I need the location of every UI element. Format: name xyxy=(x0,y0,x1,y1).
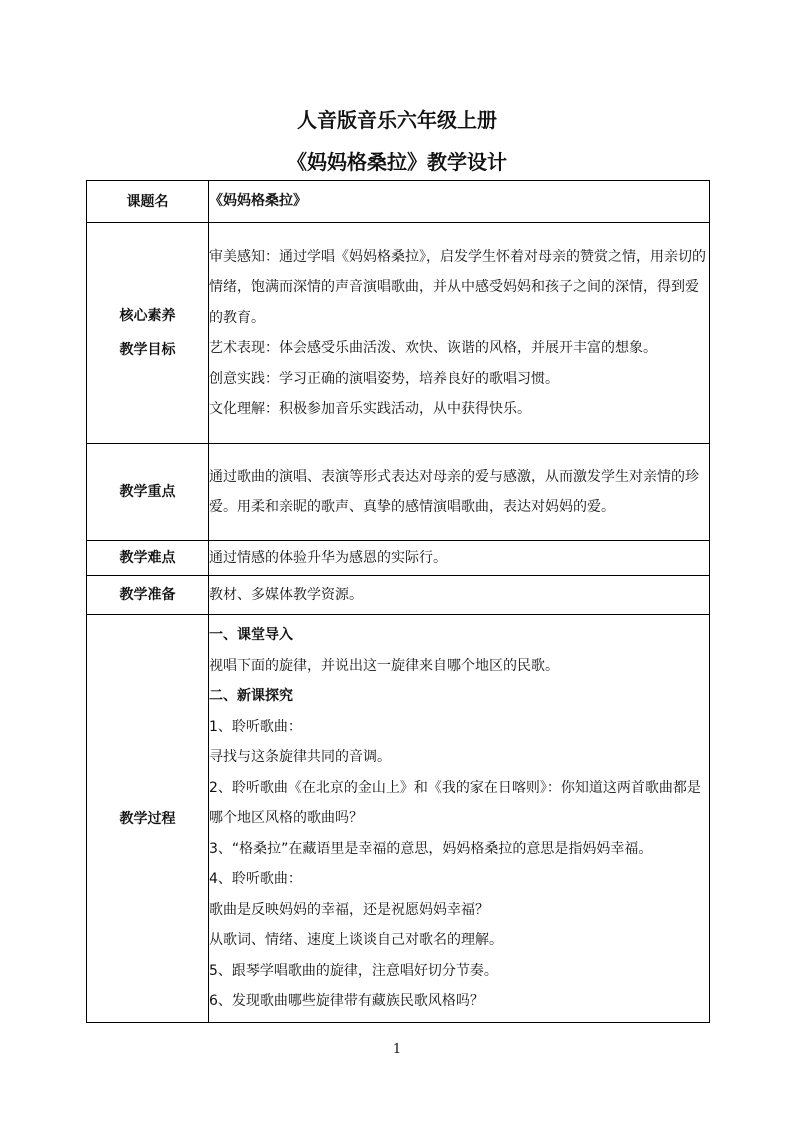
goals-label-line1: 核心素养 xyxy=(119,308,176,324)
page-number: 1 xyxy=(392,1042,402,1057)
process-heading-explore: 二、新课探究 xyxy=(209,688,293,705)
preparation-text: 教材、多媒体教学资源。 xyxy=(209,576,710,615)
key-points-label: 教学重点 xyxy=(87,444,209,541)
table-row-goals xyxy=(87,223,710,444)
lesson-plan-table xyxy=(86,180,710,1023)
goal-aesthetic: 审美感知：通过学唱《妈妈格桑拉》，启发学生怀着对母亲的赞赏之情，用亲切的情绪，饱满而深情的声音演唱歌曲，并从中感受妈妈和孩子之间的深情，得到爱的教育。 xyxy=(209,248,706,326)
goals-label-line2: 教学目标 xyxy=(119,342,176,358)
table-row-difficulty xyxy=(87,541,710,576)
difficulty-label: 教学难点 xyxy=(87,541,209,576)
goal-expression: 艺术表现：体会感受乐曲活泼、欢快、诙谐的风格，并展开丰富的想象。 xyxy=(209,340,657,356)
document-title: 人音版音乐六年级上册 xyxy=(297,108,497,132)
document-subtitle: 《妈妈格桑拉》教学设计 xyxy=(287,150,507,174)
process-line: 4、聆听歌曲： xyxy=(209,871,302,888)
process-heading-intro: 一、课堂导入 xyxy=(209,627,293,644)
process-line: 3、“格桑拉”在藏语里是幸福的意思，妈妈格桑拉的意思是指妈妈幸福。 xyxy=(209,840,653,857)
goals-content xyxy=(209,223,710,444)
process-line: 2、聆听歌曲《在北京的金山上》和《我的家在日喀则》：你知道这两首歌曲都是哪个地区风格的歌曲吗？ xyxy=(209,779,701,827)
topic-label: 课题名 xyxy=(87,181,209,223)
table-row-preparation xyxy=(87,576,710,615)
table-row-topic xyxy=(87,181,710,223)
process-label: 教学过程 xyxy=(87,615,209,1023)
key-points-text: 通过歌曲的演唱、表演等形式表达对母亲的爱与感激，从而激发学生对亲情的珍爱。用柔和亲昵的歌声、真挚的感情演唱歌曲，表达对妈妈的爱。 xyxy=(209,444,710,541)
difficulty-text: 通过情感的体验升华为感恩的实际行。 xyxy=(209,541,710,576)
process-line: 视唱下面的旋律，并说出这一旋律来自哪个地区的民歌。 xyxy=(209,657,559,674)
process-content xyxy=(209,615,710,1023)
process-line: 1、聆听歌曲： xyxy=(209,718,302,735)
goals-label xyxy=(87,223,209,444)
table-row-process xyxy=(87,615,710,1023)
preparation-label: 教学准备 xyxy=(87,576,209,615)
table-row-key-points xyxy=(87,444,710,541)
process-line: 6、发现歌曲哪些旋律带有藏族民歌风格吗？ xyxy=(209,993,484,1010)
process-line: 歌曲是反映妈妈的幸福，还是祝愿妈妈幸福？ xyxy=(209,901,489,918)
process-line: 从歌词、情绪、速度上谈谈自己对歌名的理解。 xyxy=(209,932,503,949)
process-line: 5、跟琴学唱歌曲的旋律，注意唱好切分节奏。 xyxy=(209,962,498,979)
goal-culture: 文化理解：积极参加音乐实践活动，从中获得快乐。 xyxy=(209,401,531,417)
topic-value: 《妈妈格桑拉》 xyxy=(209,181,710,223)
goal-practice: 创意实践：学习正确的演唱姿势，培养良好的歌唱习惯。 xyxy=(209,370,559,387)
process-line: 寻找与这条旋律共同的音调。 xyxy=(209,749,391,766)
